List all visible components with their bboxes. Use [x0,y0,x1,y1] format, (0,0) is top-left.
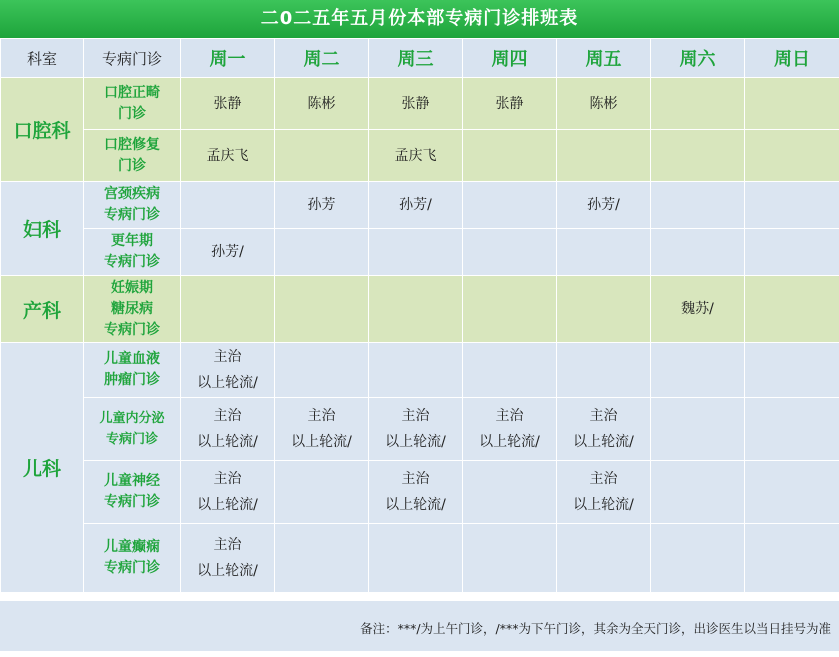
schedule-cell-tue [275,343,369,398]
schedule-cell-fri [557,343,651,398]
schedule-cell-fri [557,229,651,276]
clinic-name-line: 口腔正畸 [84,83,180,104]
schedule-cell-tue [275,276,369,343]
clinic-name-line: 口腔修复 [84,135,180,156]
doctor-text: 孟庆飞 [369,143,462,169]
schedule-cell-tue [275,461,369,524]
schedule-cell-thu [463,276,557,343]
clinic-name-line: 门诊 [84,104,180,125]
day-header-fri: 周五 [557,39,651,78]
doctor-text: 魏苏/ [651,296,744,322]
clinic-name-line: 专病门诊 [84,429,180,450]
doctor-text: 主治 [181,532,274,558]
clinic-name-line: 门诊 [84,156,180,177]
doctor-text: 以上轮流/ [181,558,274,584]
header-row [1,39,839,78]
schedule-cell-fri [557,78,651,130]
doctor-text: 主治 [369,466,462,492]
dept-cell-gyn: 妇科 [1,182,84,276]
doctor-text: 以上轮流/ [369,429,462,455]
doctor-text: 以上轮流/ [463,429,556,455]
schedule-cell-wed [369,461,463,524]
clinic-name-line: 宫颈疾病 [84,184,180,205]
clinic-name-cell [84,343,181,398]
schedule-cell-thu [463,182,557,229]
clinic-name-line: 专病门诊 [84,320,180,341]
day-header-mon: 周一 [181,39,275,78]
schedule-cell-wed [369,78,463,130]
page-title: 二0二五年五月份本部专病门诊排班表 [0,0,839,38]
table-row [1,461,839,524]
schedule-cell-mon [181,130,275,182]
doctor-text: 张静 [463,91,556,117]
schedule-cell-tue [275,524,369,593]
table-row [1,182,839,229]
clinic-name-line: 儿童血液 [84,349,180,370]
doctor-text: 主治 [181,466,274,492]
clinic-name-line: 糖尿病 [84,299,180,320]
doctor-text: 孙芳 [275,192,368,218]
clinic-name-line: 儿童神经 [84,471,180,492]
clinic-name-cell [84,461,181,524]
clinic-name-cell [84,78,181,130]
schedule-cell-mon [181,461,275,524]
schedule-cell-sat [651,524,745,593]
doctor-text: 孙芳/ [181,239,274,265]
dept-cell-oral: 口腔科 [1,78,84,182]
clinic-name-line: 儿童内分泌 [84,408,180,429]
schedule-cell-fri [557,182,651,229]
schedule-cell-tue [275,130,369,182]
schedule-cell-sat [651,229,745,276]
doctor-text: 主治 [463,403,556,429]
schedule-table [0,38,839,593]
schedule-cell-wed [369,524,463,593]
schedule-cell-sat [651,182,745,229]
clinic-name-cell [84,398,181,461]
schedule-cell-sun [745,461,839,524]
clinic-name-line: 专病门诊 [84,558,180,579]
clinic-name-line: 妊娠期 [84,278,180,299]
schedule-cell-sun [745,130,839,182]
doctor-text: 主治 [557,466,650,492]
clinic-name-cell [84,182,181,229]
schedule-cell-sun [745,78,839,130]
doctor-text: 主治 [181,344,274,370]
clinic-name-cell [84,229,181,276]
schedule-cell-sat [651,398,745,461]
schedule-cell-tue [275,182,369,229]
table-row [1,130,839,182]
schedule-cell-wed [369,276,463,343]
schedule-cell-sat [651,276,745,343]
schedule-cell-thu [463,130,557,182]
table-row [1,78,839,130]
schedule-cell-fri [557,398,651,461]
schedule-cell-wed [369,182,463,229]
schedule-cell-mon [181,229,275,276]
doctor-text: 陈彬 [275,91,368,117]
schedule-cell-sun [745,343,839,398]
schedule-cell-fri [557,130,651,182]
clinic-header: 专病门诊 [84,39,181,78]
schedule-cell-sun [745,398,839,461]
day-header-tue: 周二 [275,39,369,78]
clinic-name-line: 肿瘤门诊 [84,370,180,391]
schedule-cell-tue [275,398,369,461]
schedule-cell-sun [745,182,839,229]
schedule-cell-thu [463,78,557,130]
schedule-cell-thu [463,461,557,524]
schedule-cell-sat [651,130,745,182]
doctor-text: 以上轮流/ [181,429,274,455]
doctor-text: 张静 [369,91,462,117]
schedule-cell-thu [463,524,557,593]
dept-header: 科室 [1,39,84,78]
schedule-cell-tue [275,78,369,130]
table-row [1,524,839,593]
table-row [1,229,839,276]
doctor-text: 孙芳/ [369,192,462,218]
doctor-text: 主治 [275,403,368,429]
footnote: 备注：***/为上午门诊，/***为下午门诊，其余为全天门诊，出诊医生以当日挂号为准 [0,601,839,651]
schedule-cell-wed [369,343,463,398]
schedule-cell-wed [369,229,463,276]
clinic-name-cell [84,130,181,182]
doctor-text: 主治 [557,403,650,429]
schedule-cell-sat [651,461,745,524]
table-row [1,398,839,461]
schedule-cell-mon [181,276,275,343]
schedule-cell-mon [181,343,275,398]
schedule-cell-sat [651,343,745,398]
schedule-cell-fri [557,524,651,593]
clinic-name-line: 更年期 [84,231,180,252]
clinic-name-line: 专病门诊 [84,492,180,513]
schedule-cell-fri [557,461,651,524]
doctor-text: 陈彬 [557,91,650,117]
schedule-cell-mon [181,398,275,461]
doctor-text: 以上轮流/ [275,429,368,455]
doctor-text: 主治 [369,403,462,429]
clinic-name-cell [84,524,181,593]
clinic-name-line: 专病门诊 [84,205,180,226]
schedule-cell-wed [369,130,463,182]
clinic-name-cell [84,276,181,343]
dept-cell-obs: 产科 [1,276,84,343]
doctor-text: 孙芳/ [557,192,650,218]
day-header-thu: 周四 [463,39,557,78]
doctor-text: 以上轮流/ [369,492,462,518]
schedule-cell-sun [745,524,839,593]
schedule-cell-mon [181,182,275,229]
day-header-sat: 周六 [651,39,745,78]
schedule-cell-thu [463,398,557,461]
table-row [1,276,839,343]
doctor-text: 以上轮流/ [557,492,650,518]
schedule-cell-fri [557,276,651,343]
schedule-cell-sun [745,229,839,276]
schedule-cell-thu [463,229,557,276]
schedule-cell-mon [181,78,275,130]
doctor-text: 以上轮流/ [557,429,650,455]
table-row [1,343,839,398]
clinic-name-line: 专病门诊 [84,252,180,273]
doctor-text: 孟庆飞 [181,143,274,169]
schedule-cell-sun [745,276,839,343]
clinic-name-line: 儿童癫痫 [84,537,180,558]
doctor-text: 主治 [181,403,274,429]
doctor-text: 张静 [181,91,274,117]
schedule-cell-sat [651,78,745,130]
schedule-cell-thu [463,343,557,398]
doctor-text: 以上轮流/ [181,492,274,518]
day-header-sun: 周日 [745,39,839,78]
schedule-cell-wed [369,398,463,461]
doctor-text: 以上轮流/ [181,370,274,396]
dept-cell-ped: 儿科 [1,343,84,593]
schedule-cell-mon [181,524,275,593]
day-header-wed: 周三 [369,39,463,78]
schedule-cell-tue [275,229,369,276]
